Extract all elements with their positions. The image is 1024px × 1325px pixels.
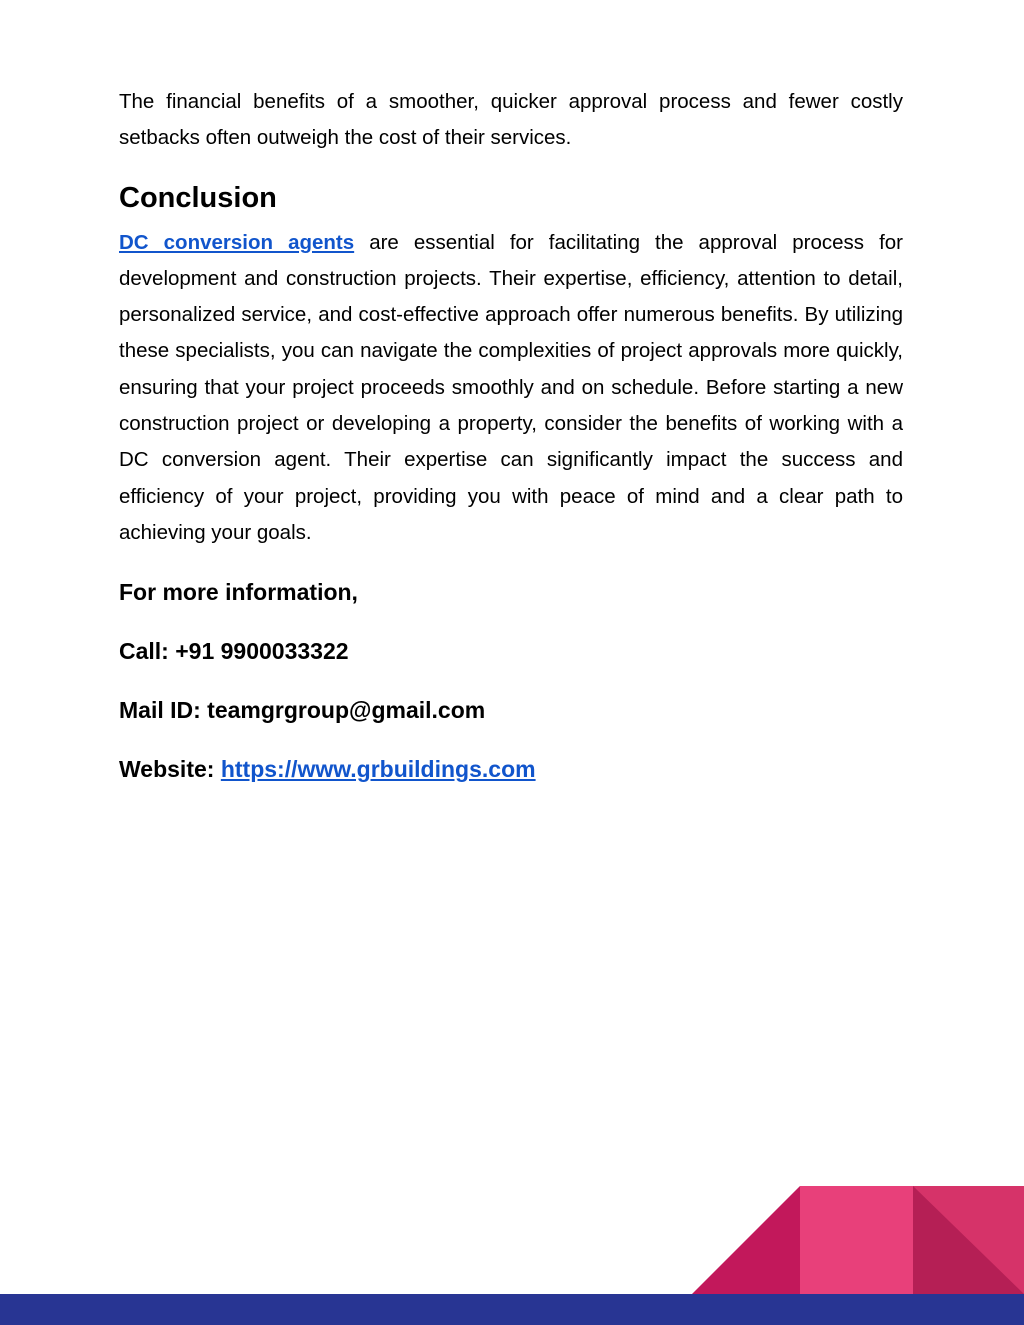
website-label: Website: (119, 756, 221, 783)
conclusion-heading: Conclusion (119, 181, 277, 214)
more-info-label: For more information, (119, 579, 358, 606)
website-link[interactable]: https://www.grbuildings.com (220, 756, 536, 783)
conclusion-paragraph (119, 225, 903, 552)
corner-shadow-shape (913, 1186, 1024, 1294)
pink-corner-block-shape (913, 1186, 1024, 1294)
conclusion-body-text: are essential for facilitating the approval process for development and construction projects. Their expertise, efficiency, attention to detail, personalized service, and cost-effective approach offer numerous benefits. By utilizing these specialists, you can navigate the complexities of project approvals more quickly, ensuring that your project proceeds smoothly and on schedule. Before starting a new construction project or developing a property, consider the benefits of working with a DC conversion agent. Their expertise can significantly impact the success and efficiency of your project, providing you with peace of mind and a clear path to achieving your goals. (119, 230, 903, 544)
footer-band (0, 1294, 1024, 1325)
document-body (119, 84, 903, 784)
email-line: Mail ID: teamgrgroup@gmail.com (119, 697, 486, 724)
pink-block-shape (800, 1186, 913, 1294)
website-line (119, 754, 903, 784)
dc-conversion-agents-link[interactable]: DC conversion agents (119, 230, 355, 254)
crimson-triangle-shape (692, 1186, 800, 1294)
intro-paragraph: The financial benefits of a smoother, quicker approval process and fewer costly setbacks often outweigh the cost of their services. (119, 90, 903, 150)
phone-line: Call: +91 9900033322 (119, 638, 349, 665)
